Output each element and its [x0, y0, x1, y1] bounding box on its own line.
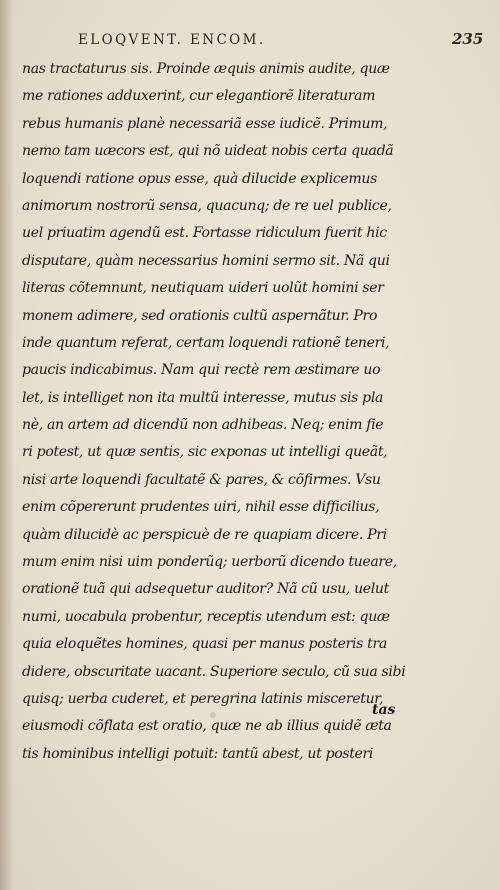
text-line: mum enim nisi uim ponderũq; uerborũ dicendo tueare,	[22, 554, 397, 571]
text-line: uel priuatim agendũ est. Fortasse ridiculum fuerit hic	[22, 225, 387, 242]
text-line: tis hominibus intelligi potuit: tantũ abest, ut posteri	[22, 745, 374, 762]
binding-gutter-shadow	[0, 0, 14, 890]
text-line: me rationes adduxerint, cur elegantiorẽ literaturam	[22, 88, 376, 105]
text-line: nè, an artem ad dicendũ non adhibeas. Neq; enim fie	[22, 417, 384, 434]
text-line: didere, obscuritate uacant. Superiore seculo, cũ sua sibi	[22, 663, 406, 680]
text-line: paucis indicabimus. Nam qui rectè rem æstimare uo	[22, 362, 381, 379]
text-line: ri potest, ut quæ sentis, sic exponas ut intelligi queãt,	[22, 444, 388, 461]
catchword: tas	[372, 702, 396, 718]
text-line: orationẽ tuã qui adsequetur auditor? Nã cũ usu, uelut	[22, 581, 389, 598]
text-line: animorum nostrorũ sensa, quacunq; de re uel publice,	[22, 197, 392, 214]
text-line: monem adimere, sed orationis cultũ aspernãtur. Pro	[22, 307, 378, 324]
text-line: eiusmodi cõflata est oratio, quæ ne ab illius quidẽ æta	[22, 718, 392, 735]
body-text-block	[22, 56, 417, 768]
text-line: disputare, quàm necessarius homini sermo sit. Nã qui	[22, 252, 390, 269]
text-line: quisq; uerba cuderet, et peregrina latinis misceretur,	[22, 690, 384, 707]
text-line: quàm dilucidè ac perspicuè de re quapiam dicere. Pri	[22, 526, 387, 543]
text-line: nisi arte loquendi facultatẽ & pares, & cõfirmes. Vsu	[22, 471, 381, 488]
running-title: ELOQVENT. ENCOM.	[78, 32, 266, 48]
text-line: quia eloquẽtes homines, quasi per manus posteris tra	[22, 636, 387, 653]
text-line: inde quantum referat, certam loquendi rationẽ teneri,	[22, 334, 390, 351]
text-line: loquendi ratione opus esse, quà dilucide explicemus	[22, 170, 377, 187]
text-line: nemo tam uæcors est, qui nõ uideat nobis certa quadã	[22, 143, 394, 160]
text-line: let, is intelliget non ita multũ interesse, mutus sis pla	[22, 389, 384, 406]
text-line: nas tractaturus sis. Proinde æquis animis audite, quæ	[22, 61, 390, 77]
page-number: 235	[452, 30, 484, 48]
ink-spot	[210, 712, 216, 718]
text-line: literas cõtemnunt, neutiquam uideri uolũt homini ser	[22, 280, 384, 297]
text-line: rebus humanis planè necessariã esse iudicẽ. Primum,	[22, 115, 388, 132]
text-line: numi, uocabula probentur, receptis utendum est: quæ	[22, 608, 390, 625]
text-line: enim cõpererunt prudentes uiri, nihil esse difficilius,	[22, 499, 380, 516]
